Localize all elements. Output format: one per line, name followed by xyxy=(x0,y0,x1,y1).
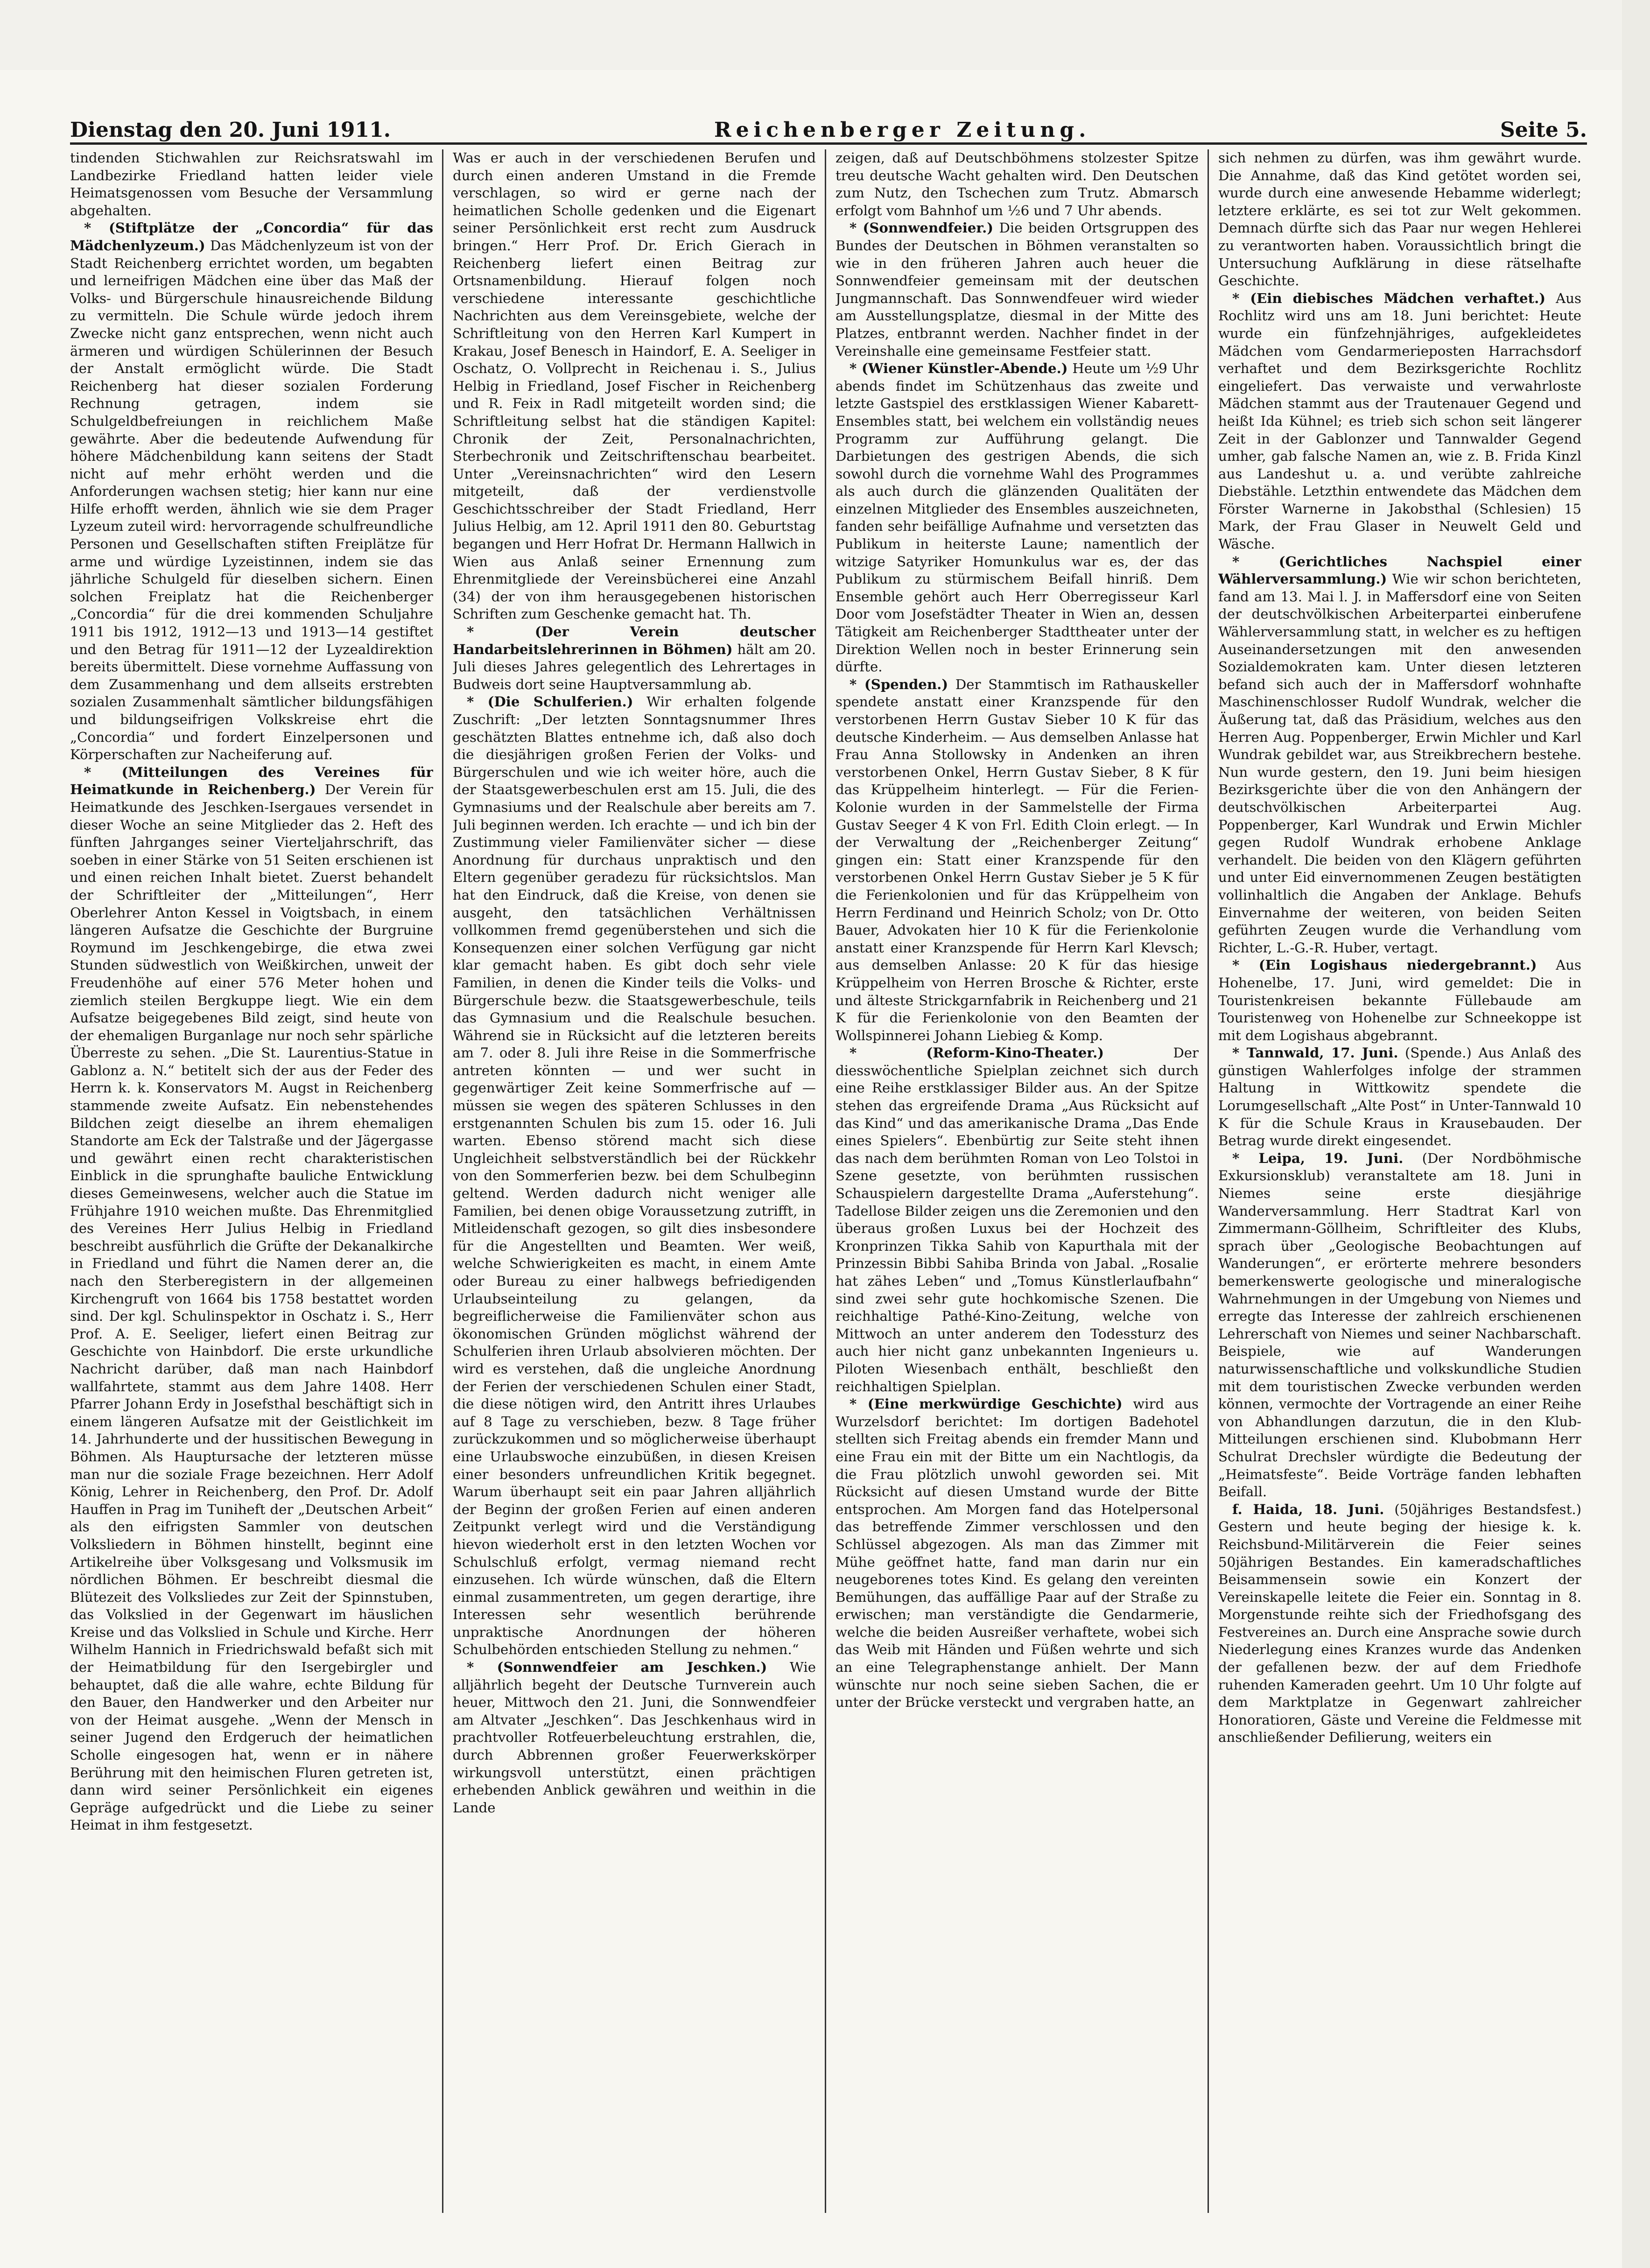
article-paragraph xyxy=(836,1395,1199,1712)
article-text: Der diesswöchentliche Spielplan zeichnet sich durch eine Reihe erstklassiger Bilder aus. An der Spitze stehen das ergreifende Drama „Aus Rücksicht auf das Kind“ und das amerikanische Drama „Das Ende eines Spielers“. Ebenbürtig zur Seite steht ihnen das nach dem berühmten Roman von Leo Tolstoi in Szene gesetzte, von berühmten russischen Schauspielern dargestellte Drama „Auferstehung“. Tadellose Bilder zeigen uns die Zeremonien und den überaus großen Luxus bei der Hochzeit des Kronprinzen Tikka Sahib von Kapurthala mit der Prinzessin Bibbi Sahiba Brinda von Jabal. „Rosalie hat zähes Leben“ und „Tomus Künstlerlaufbahn“ sind zwei sehr gute hochkomische Szenen. Die reichhaltige Pathé-Kino-Zeitung, welche von Mittwoch an unter anderem den Todessturz des auch hier nicht ganz unbekannten Ingenieurs u. Piloten Wiesenbach enthält, beschließt den reichhaltigen Spielplan. xyxy=(836,1045,1199,1395)
article-text: Aus Hohenelbe, 17. Juni, wird gemeldet: Die in Touristenkreisen bekannte Füllebaude am Touristenweg von Hohenelbe zur Schneekoppe ist mit dem Logishaus abgebrannt. xyxy=(1218,957,1581,1043)
column-2 xyxy=(453,149,816,2213)
article-paragraph xyxy=(453,149,816,623)
header-rule xyxy=(70,142,1587,145)
article-text: Heute um ½9 Uhr abends findet im Schützenhaus das zweite und letzte Gastspiel des erstklassigen Wiener Kabarett-Ensembles statt, bei welchem ein vollständig neues Programm zur Aufführung gelangt. Die Darbietungen des gestrigen Abends, die sich sowohl durch die vornehme Wahl des Programmes als auch durch die glänzenden Qualitäten der einzelnen Mitglieder des Ensembles auszeichneten, fanden sehr beifällige Aufnahme und versetzten das Publikum in heiterste Laune; namentlich der witzige Satyriker Homunkulus war es, der das Publikum zu stürmischem Beifall hinriß. Dem Ensemble gehört auch Herr Oberregisseur Karl Door vom Josefstädter Theater in Wien an, dessen Tätigkeit am Reichenberger Stadttheater unter der Direktion Wellen noch in bester Erinnerung sein dürfte. xyxy=(836,360,1199,675)
article-heading: * Leipa, 19. Juni. xyxy=(1232,1150,1404,1166)
article-paragraph xyxy=(70,219,433,763)
article-text: (Spende.) Aus Anlaß des günstigen Wahlerfolges infolge der strammen Haltung in Wittkowitz spendete die Lorumgesellschaft „Alte Post“ in Unter-Tannwald 10 K für die Schule Kraus in Krausebauden. Der Betrag wurde direkt eingesendet. xyxy=(1218,1045,1581,1149)
article-paragraph xyxy=(1218,290,1581,553)
article-paragraph xyxy=(70,764,433,1834)
article-paragraph xyxy=(1218,1150,1581,1501)
article-paragraph xyxy=(70,149,433,219)
article-text: Wie wir schon berichteten, fand am 13. Mai l. J. in Maffersdorf eine von Seiten der deutschvölkischen Arbeiterpartei einberufene Wählerversammlung statt, in welcher es zu heftigen Auseinandersetzungen mit den anwesenden Sozialdemokraten kam. Unter diesen letzteren befand sich auch der in Maffersdorf wohnhafte Maschinenschlosser Rudolf Wundrak, welcher die Äußerung tat, daß das Präsidium, welches aus den Herren Aug. Poppenberger, Erwin Michler und Karl Wundrak gebildet war, aus Streikbrechern bestehe. Nun wurde gestern, den 19. Juni beim hiesigen Bezirksgerichte über die von den Anhängern der deutschvölkischen Arbeiterpartei Aug. Poppenberger, Karl Wundrak und Erwin Michler gegen Rudolf Wundrak erhobene Anklage verhandelt. Die beiden von den Klägern geführten und unter Eid einvernommenen Zeugen bestätigten vollinhaltlich die Angaben der Anklage. Behufs Einvernahme der weiteren, von beiden Seiten geführten Zeugen wurde die Verhandlung vom Richter, L.-G.-R. Huber, vertagt. xyxy=(1218,571,1581,956)
article-text: (50jähriges Bestandsfest.) Gestern und heute beging der hiesige k. k. Reichsbund-Militärverein die Feier seines 50jährigen Bestandes. Ein kameradschaftliches Beisammensein sowie ein Konzert der Vereinskapelle leitete die Feier ein. Sonntag in 8. Morgenstunde reihte sich der Friedhofsgang des Festvereines an. Durch eine Ansprache sowie durch Niederlegung eines Kranzes wurde das Andenken der gefallenen bezw. der auf dem Friedhofe ruhenden Kameraden geehrt. Um 10 Uhr folgte auf dem Marktplatze in Gegenwart zahlreicher Honoratioren, Gäste und Vereine die Feldmesse mit anschließender Defilierung, weiters ein xyxy=(1218,1501,1581,1746)
article-text: Das Mädchenlyzeum ist von der Stadt Reichenberg errichtet worden, um begabten und lerneifrigen Mädchen eine über das Maß der Volks- und Bürgerschule hinausreichende Bildung zu vermitteln. Die Schule würde jedoch ihrem Zwecke nicht ganz entsprechen, wenn nicht auch ärmeren und würdigen Schülerinnen der Besuch der Anstalt ermöglicht würde. Die Stadt Reichenberg hat dieser sozialen Forderung Rechnung getragen, indem sie Schulgeldbefreiungen in reichlichem Maße gewährte. Aber die bedeutende Aufwendung für höhere Mädchenbildung kann seitens der Stadt nicht auf mehr erhöht werden und die Anforderungen wachsen stetig; hier kann nur eine Hilfe erhofft werden, ähnlich wie sie dem Prager Lyzeum zuteil wird: hervorragende schulfreundliche Personen und Gesellschaften stiften Freiplätze für arme und würdige Lyzeistinnen, indem sie das jährliche Schulgeld für dieselben sichern. Einen solchen Freiplatz hat die Reichenberger „Concordia“ für die drei kommenden Schuljahre 1911 bis 1912, 1912—13 und 1913—14 gestiftet und den Betrag für 1911—12 der Lyzealdirektion bereits übermittelt. Diese vornehme Auffassung von dem Zusammenhang und dem allseits erstrebten sozialen Zusammenhalt sämtlicher bildungsfähigen und bildungseifrigen Volkskreise ehrt die „Concordia“ und fordert Einzelpersonen und Körperschaften zur Nacheiferung auf. xyxy=(70,237,433,763)
article-paragraph xyxy=(1218,149,1581,290)
article-columns xyxy=(70,149,1587,2213)
article-paragraph xyxy=(836,219,1199,360)
article-text: Was er auch in der verschiedenen Berufen und durch einen anderen Umstand in die Fremde verschlagen, so wird er gerne nach der heimatlichen Scholle gedenken und die Eigenart seiner Persönlichkeit erst recht zum Ausdruck bringen.“ Herr Prof. Dr. Erich Gierach in Reichenberg liefert einen Beitrag zur Ortsnamenbildung. Hierauf folgen noch verschiedene interessante geschichtliche Nachrichten aus dem Vereinsgebiete, welche der Schriftleitung von den Herren Karl Kumpert in Krakau, Josef Benesch in Haindorf, E. A. Seeliger in Oschatz, O. Vollprecht in Reichenau i. S., Julius Helbig in Friedland, Josef Fischer in Reichenberg und R. Feix in Radl mitgeteilt worden sind; die Schriftleitung selbst hat die ständigen Kapitel: Chronik der Zeit, Personalnachrichten, Sterbechronik und Zeitschriftenschau bearbeitet. Unter „Vereinsnachrichten“ wird den Lesern mitgeteilt, daß der verdienstvolle Geschichtsschreiber der Stadt Friedland, Herr Julius Helbig, am 12. April 1911 den 80. Geburtstag begangen und Herr Hofrat Dr. Hermann Hallwich in Wien aus Anlaß seiner Ernennung zum Ehrenmitgliede der Vereinsbücherei eine Anzahl (34) der von ihm herausgegebenen historischen Schriften zum Geschenke gemacht hat. Th. xyxy=(453,150,816,622)
column-divider xyxy=(442,149,443,2213)
article-paragraph xyxy=(836,360,1199,676)
article-text: tindenden Stichwahlen zur Reichsratswahl im Landbezirke Friedland hatten leider viele Heimatsgenossen vom Besuche der Versammlung abgehalten. xyxy=(70,150,433,218)
article-heading: * (Wiener Künstler-Abende.) xyxy=(850,360,1068,377)
page-number: Seite 5. xyxy=(1500,118,1587,142)
article-text: Die beiden Ortsgruppen des Bundes der Deutschen in Böhmen veranstalten so wie in den früheren Jahren auch heuer die Sonnwendfeier gemeinsam mit der deutschen Jungmannschaft. Das Sonnwendfeuer wird wieder am Ausstellungsplatze, diesmal in der Mitte des Platzes, entbrannt werden. Nachher findet in der Vereinshalle eine gemeinsame Festfeier statt. xyxy=(836,220,1199,359)
article-heading: * (Mitteilungen des Vereines für Heimatkunde in Reichenberg.) xyxy=(70,764,433,798)
article-paragraph xyxy=(453,1659,816,1817)
article-text: zeigen, daß auf Deutschböhmens stolzester Spitze treu deutsche Wacht gehalten wird. Den Deutschen zum Nutz, den Tschechen zum Trutz. Abmarsch erfolgt vom Bahnhof um ½6 und 7 Uhr abends. xyxy=(836,150,1199,218)
article-text: hält am 20. Juli dieses Jahres gelegentlich des Lehrertages in Budweis dort seine Hauptversammlung ab. xyxy=(453,641,816,692)
page-top-margin xyxy=(0,0,1650,70)
article-text: Aus Rochlitz wird uns am 18. Juni berichtet: Heute wurde ein fünfzehnjähriges, aufgekleidetes Mädchen vom Gendarmerieposten Harrachsdorf verhaftet und dem Bezirksgerichte Rochlitz eingeliefert. Das verwaiste und verwahrloste Mädchen stammt aus der Trautenauer Gegend und heißt Ida Kühnel; es trieb sich schon seit längerer Zeit in der Gablonzer und Tannwalder Gegend umher, gab falsche Namen an, wie z. B. Frida Kinzl aus Landeshut u. a. und verübte zahlreiche Diebstähle. Letzthin entwendete das Mädchen dem Förster Warnerne in Jakobsthal (Schlesien) 15 Mark, der Frau Glaser in Neuwelt Geld und Wäsche. xyxy=(1218,290,1581,552)
article-text: Der Stammtisch im Rathauskeller spendete anstatt einer Kranzspende für den verstorbenen Herrn Gustav Sieber 10 K für das deutsche Kinderheim. — Aus demselben Anlasse hat Frau Anna Stollowsky in Andenken an ihren verstorbenen Onkel, Herrn Gustav Sieber, 8 K für das Krüppelheim hinterlegt. — Für die Ferien-Kolonie wurden in der Sammelstelle der Firma Gustav Seeger 4 K von Frl. Edith Cloin erlegt. — In der Verwaltung der „Reichenberger Zeitung“ gingen ein: Statt einer Kranzspende für den verstorbenen Onkel Herrn Gustav Sieber je 5 K für die Ferienkolonien und für das Krüppelheim von Herrn Ferdinand und Heinrich Scholz; von Dr. Otto Bauer, Advokaten hier 10 K für die Ferienkolonie anstatt einer Kranzspende für Herrn Karl Klevsch; aus demselben Anlasse: 20 K für das hiesige Krüppelheim von Herren Brosche & Richter, erste und älteste Strickgarnfabrik in Reichenberg und 21 K für die Ferienkolonie von den Beamten der Wollspinnerei Johann Liebieg & Komp. xyxy=(836,676,1199,1043)
article-heading: * (Reform-Kino-Theater.) xyxy=(850,1045,1104,1061)
column-3 xyxy=(836,149,1199,2213)
page-right-margin xyxy=(1622,0,1650,2268)
article-heading: * (Der Verein deutscher Handarbeitslehrerinnen in Böhmen) xyxy=(453,624,816,657)
article-heading: * Tannwald, 17. Juni. xyxy=(1232,1045,1398,1061)
article-heading: * (Ein diebisches Mädchen verhaftet.) xyxy=(1232,290,1546,306)
article-text: Wir erhalten folgende Zuschrift: „Der letzten Sonntagsnummer Ihres geschätzten Blattes entnehme ich, daß also doch die diesjährigen großen Ferien der Volks- und Bürgerschulen und wie ich weiter höre, auch die der Staatsgewerbeschulen erst am 15. Juli, die des Gymnasiums und der Realschule aber bereits am 7. Juli beginnen werden. Ich erachte — und ich bin der Zustimmung vieler Familienväter sicher — diese Anordnung für durchaus unpraktisch und den Eltern gegenüber geradezu für rücksichtslos. Man hat den Eindruck, daß die Kreise, von denen sie ausgeht, den tatsächlichen Verhältnissen vollkommen fremd gegenüberstehen und sich die Konsequenzen einer solchen Verfügung gar nicht klar gemacht haben. Es gibt doch sehr viele Familien, in denen die Kinder teils die Volks- und Bürgerschule bezw. die Staatsgewerbeschule, teils das Gymnasium und die Realschule besuchen. Während sie in Rücksicht auf die letzteren bereits am 7. oder 8. Juli ihre Reise in die Sommerfrische antreten könnten — und wer sucht in gegenwärtiger Zeit keine Sommerfrische auf — müssen sie wegen des späteren Schlusses in den erstgenannten Schulen bis zum 15. oder 16. Juli warten. Ebenso störend macht sich diese Ungleichheit selbstverständlich bei der Rückkehr von den Sommerferien bezw. bei dem Schulbeginn geltend. Werden dadurch nicht weniger alle Familien, bei denen obige Voraussetzung zutrifft, in Mitleidenschaft gezogen, so gilt dies insbesondere für die Angestellten und Beamten. Wer weiß, welche Schwierigkeiten es macht, in einem Amte oder Bureau zu einer halbwegs befriedigenden Urlaubseinteilung zu gelangen, da begreiflicherweise die Familienväter schon aus ökonomischen Gründen möglichst während der Schulferien ihren Urlaub absolvieren möchten. Der wird es verstehen, daß die ungleiche Anordnung der Ferien der verschiedenen Schulen einer Stadt, die diese nötigen wird, den Antritt ihres Urlaubes auf 8 Tage zu verschieben, bezw. 8 Tage früher zurückzukommen und so möglicherweise überhaupt eine Urlaubswoche einzubüßen, in diesen Kreisen einer besonders unfreundlichen Kritik begegnet. Warum überhaupt seit ein paar Jahren alljährlich der Beginn der großen Ferien auf einen anderen Zeitpunkt verlegt wird und die Verständigung hievon wiederholt erst in den letzten Wochen vor Schulschluß erfolgt, vermag niemand recht einzusehen. Ich würde wünschen, daß die Eltern einmal zusammentreten, um gegen derartige, ihre Interessen sehr wesentlich berührende unpraktische Anordnungen der höheren Schulbehörden entschieden Stellung zu nehmen.“ xyxy=(453,694,816,1658)
article-paragraph xyxy=(1218,957,1581,1044)
article-heading: f. Haida, 18. Juni. xyxy=(1232,1501,1384,1517)
article-heading: * (Ein Logishaus niedergebrannt.) xyxy=(1232,957,1537,973)
article-heading: * (Sonnwendfeier.) xyxy=(850,220,994,236)
column-1 xyxy=(70,149,433,2213)
page-header xyxy=(70,114,1587,152)
article-paragraph xyxy=(836,149,1199,219)
article-paragraph xyxy=(1218,553,1581,957)
article-heading: * (Spenden.) xyxy=(850,676,948,692)
article-paragraph xyxy=(1218,1501,1581,1747)
article-text: sich nehmen zu dürfen, was ihm gewährt wurde. Die Annahme, daß das Kind getötet worden sei, wurde durch eine anwesende Hebamme widerlegt; letztere erklärte, es sei tot zur Welt gekommen. Demnach dürfte sich das Paar nur wegen Hehlerei zu verantworten haben. Voraussichtlich bringt die Untersuchung Aufklärung in diese rätselhafte Geschichte. xyxy=(1218,150,1581,289)
article-heading: * (Stiftplätze der „Concordia“ für das Mädchenlyzeum.) xyxy=(70,220,433,254)
article-paragraph xyxy=(836,1044,1199,1395)
article-paragraph xyxy=(453,693,816,1659)
article-text: Wie alljährlich begeht der Deutsche Turnverein auch heuer, Mittwoch den 21. Juni, die Sonnwendfeier am Altvater „Jeschken“. Das Jeschkenhaus wird in prachtvoller Rotfeuerbeleuchtung erstrahlen, die, durch Abbrennen großer Feuerwerkskörper wirkungsvoll unterstützt, einen prächtigen erhebenden Anblick gewähren und weithin in die Lande xyxy=(453,1659,816,1816)
article-text: wird aus Wurzelsdorf berichtet: Im dortigen Badehotel stellten sich Freitag abends ein fremder Mann und eine Frau ein mit der Bitte um ein Nachtlogis, da die Frau plötzlich unwohl geworden sei. Mit Rücksicht auf diesen Umstand wurde der Bitte entsprochen. Am Morgen fand das Hotelpersonal das betreffende Zimmer verschlossen und den Schlüssel abgezogen. Als man das Zimmer mit Mühe geöffnet hatte, fand man darin nur ein neugeborenes totes Kind. Es gelang den vereinten Bemühungen, das auffällige Paar auf der Straße zu erwischen; man verständigte die Gendarmerie, welche die beiden Ausreißer verhaftete, wobei sich das Weib mit Händen und Füßen wehrte und sich an eine Telegraphenstange anhielt. Der Mann wünschte nur noch seine sieben Sachen, die er unter der Brücke versteckt und vergraben hatte, an xyxy=(836,1396,1199,1711)
newspaper-title: Reichenberger Zeitung. xyxy=(714,118,1091,142)
column-4 xyxy=(1218,149,1581,2213)
article-paragraph xyxy=(1218,1044,1581,1150)
column-divider xyxy=(1208,149,1209,2213)
article-heading: * (Gerichtliches Nachspiel einer Wählerversammlung.) xyxy=(1218,553,1581,587)
issue-date: Dienstag den 20. Juni 1911. xyxy=(70,118,391,142)
article-heading: * (Sonnwendfeier am Jeschken.) xyxy=(467,1659,767,1676)
article-heading: * (Die Schulferien.) xyxy=(467,694,633,710)
column-divider xyxy=(825,149,826,2213)
article-text: (Der Nordböhmische Exkursionsklub) veranstaltete am 18. Juni in Niemes seine erste diesjährige Wanderversammlung. Herr Stadtrat Karl von Zimmermann-Göllheim, Schriftleiter des Klubs, sprach über „Geologische Beobachtungen auf Wanderungen“, er erörterte mehrere besonders bemerkenswerte geologische und mineralogische Wahrnehmungen in der Umgebung von Niemes und erregte das Interesse der zahlreich erschienenen Lehrerschaft von Niemes und seiner Nachbarschaft. Beispiele, wie auf Wanderungen naturwissenschaftliche und volkskundliche Studien mit dem touristischen Zwecke verbunden werden können, vermochte der Vortragende an einer Reihe von Abhandlungen darzutun, die in den Klub-Mitteilungen erschienen sind. Klubobmann Herr Schulrat Drechsler würdigte die Bedeutung der „Heimatsfeste“. Beide Vorträge fanden lebhaften Beifall. xyxy=(1218,1150,1581,1500)
article-heading: * (Eine merkwürdige Geschichte) xyxy=(850,1396,1123,1412)
article-paragraph xyxy=(836,676,1199,1044)
article-paragraph xyxy=(453,623,816,693)
article-text: Der Verein für Heimatkunde des Jeschken-Isergaues versendet in dieser Woche an seine Mitglieder das 2. Heft des fünften Jahrganges seiner Vierteljahrschrift, das soeben in einer Stärke von 51 Seiten erschienen ist und einen reichen Inhalt bietet. Zuerst behandelt der Schriftleiter der „Mitteilungen“, Herr Oberlehrer Anton Kessel in Voigtsbach, in einem längeren Aufsatze die Geschichte der Burgruine Roymund im Jeschkengebirge, die etwa zwei Stunden südwestlich von Weißkirchen, unweit der Freudenhöhe auf einer 576 Meter hohen und ziemlich steilen Bergkuppe liegt. Wie ein dem Aufsatze beigegebenes Bild zeigt, sind heute von der ehemaligen Burganlage nur noch sehr spärliche Überreste zu sehen. „Die St. Laurentius-Statue in Gablonz a. N.“ betitelt sich der aus der Feder des Herrn k. k. Konservators M. Augst in Reichenberg stammende zweite Aufsatz. Ein nebenstehendes Bildchen zeigt dieselbe an ihrem ehemaligen Standorte am Eck der Talstraße und der Jägergasse und gewährt einen recht charakteristischen Einblick in die sprunghafte bauliche Entwicklung dieses Gemeinwesens, welcher auch die Statue im Frühjahre 1910 weichen mußte. Das Ehrenmitglied des Vereines Herr Julius Helbig in Friedland beschreibt ausführlich die Grüfte der Dekanalkirche in Friedland und führt die Namen derer an, die nach den Sterberegistern in der allgemeinen Kirchengruft von 1664 bis 1758 bestattet worden sind. Der kgl. Schulinspektor in Oschatz i. S., Herr Prof. A. E. Seeliger, liefert einen Beitrag zur Geschichte von Hainbdorf. Die erste urkundliche Nachricht darüber, daß man nach Hainbdorf wallfahrtete, stammt aus dem Jahre 1408. Herr Pfarrer Johann Erdy in Josefsthal beschäftigt sich in einem längeren Aufsatze mit der Geistlichkeit im 14. Jahrhunderte und der hussitischen Bewegung in Böhmen. Als Hauptursache der letzteren müsse man nur die soziale Frage bezeichnen. Herr Adolf König, Lehrer in Reichenberg, den Prof. Dr. Adolf Hauffen in Prag im Tuniheft der „Deutschen Arbeit“ als den eifrigsten Sammler von deutschen Volksliedern in Böhmen hinstellt, beginnt eine Artikelreihe über Volksgesang und Volksmusik im nördlichen Böhmen. Er beschreibt diesmal die Blütezeit des Volksliedes zur Zeit der Spinnstuben, das Volkslied in der Gegenwart im häuslichen Kreise und das Volkslied in Schule und Kirche. Herr Wilhelm Hannich in Friedrichswald befaßt sich mit der Heimatbildung für den Isergebirgler und behauptet, daß die alle wahre, echte Bildung für den Bauer, den Handwerker und den Arbeiter nur von der Heimat ausgehe. „Wenn der Mensch in seiner Jugend den Erdgeruch der heimatlichen Scholle eingesogen hat, wenn er in nähere Berührung mit den heimischen Fluren getreten ist, dann wird seiner Persönlichkeit ein eigenes Gepräge aufgedrückt und die Liebe zu seiner Heimat in ihm festgesetzt. xyxy=(70,782,433,1833)
